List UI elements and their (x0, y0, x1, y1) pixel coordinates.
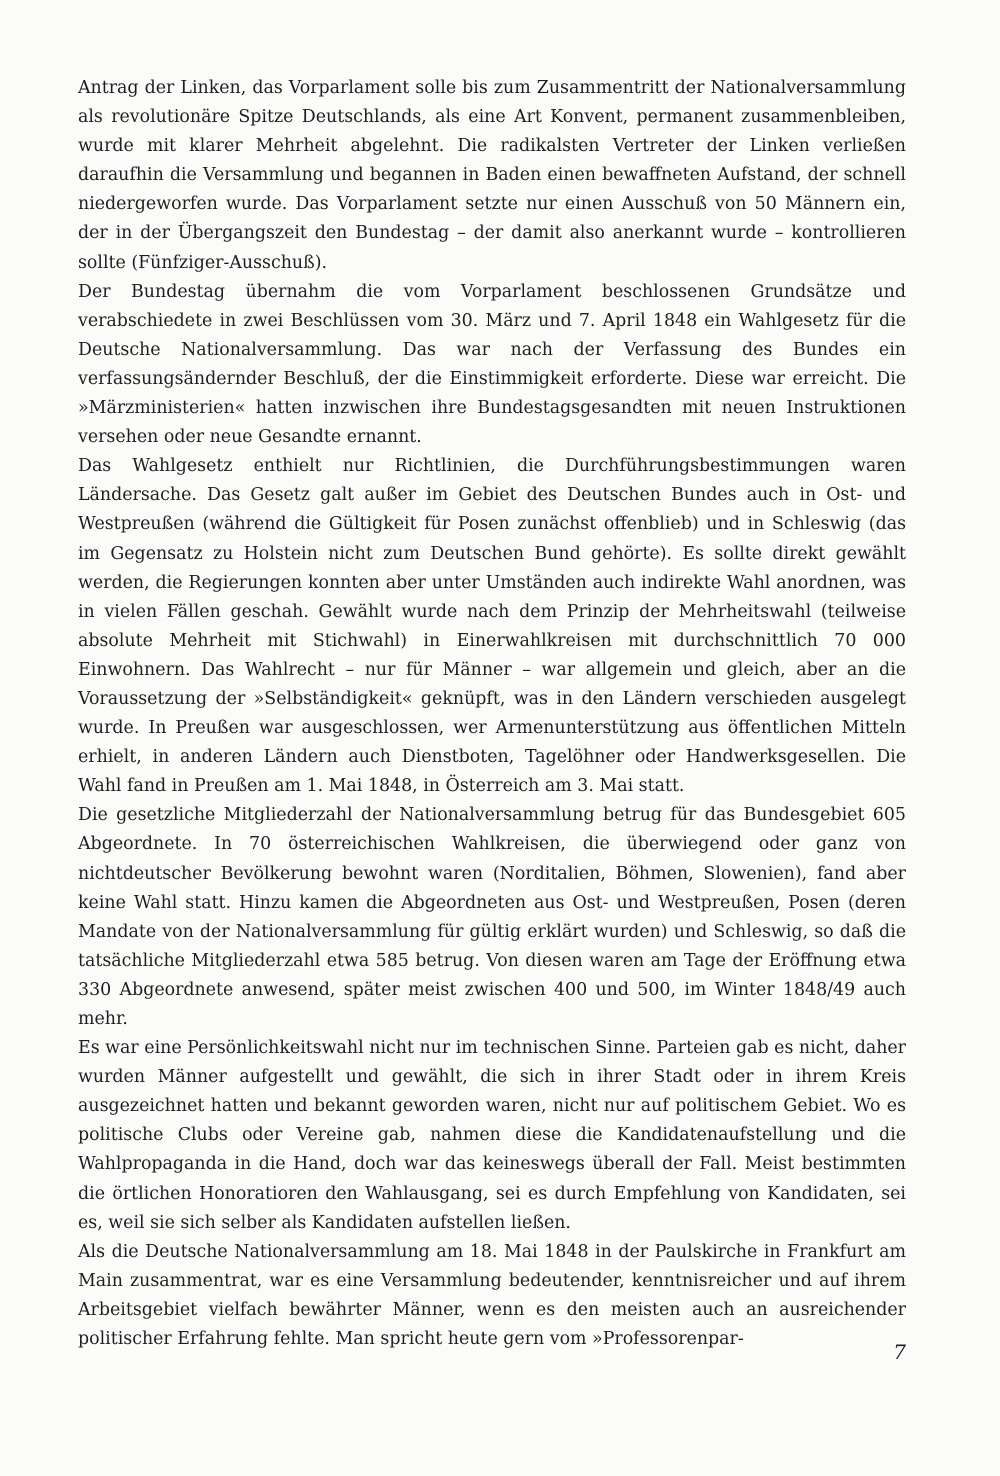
paragraph-wahlgesetz: Das Wahlgesetz enthielt nur Richtlinien, die Durchführungsbestimmungen waren Ländersache. Das Gesetz galt außer im Gebiet des Deutschen Bundes auch in Ost- und Westpreußen (während die Gültigkeit für Posen zunächst offenblieb) und in Schleswig (das im Gegensatz zu Holstein nicht zum Deutschen Bund gehörte). Es sollte direkt gewählt werden, die Regierungen konnten aber unter Umständen auch indirekte Wahl anordnen, was in vielen Fällen geschah. Gewählt wurde nach dem Prinzip der Mehrheitswahl (teilweise absolute Mehrheit mit Stichwahl) in Einerwahlkreisen mit durchschnittlich 70 000 Einwohnern. Das Wahlrecht – nur für Männer – war allgemein und gleich, aber an die Voraussetzung der »Selbständigkeit« geknüpft, was in den Ländern verschieden ausgelegt wurde. In Preußen war ausgeschlossen, wer Armenunterstützung aus öffentlichen Mitteln erhielt, in anderen Ländern auch Dienstboten, Tagelöhner oder Handwerksgesellen. Die Wahl fand in Preußen am 1. Mai 1848, in Österreich am 3. Mai statt. (78, 456, 906, 797)
page-body (78, 74, 906, 1354)
paragraph-persoenlichkeitswahl: Es war eine Persönlichkeitswahl nicht nur im technischen Sinne. Parteien gab es nicht, daher wurden Männer aufgestellt und gewählt, die sich in ihrer Stadt oder in ihrem Kreis ausgezeichnet hatten und bekannt geworden waren, nicht nur auf politischem Gebiet. Wo es politische Clubs oder Vereine gab, nahmen diese die Kandidatenaufstellung und die Wahlpropaganda in die Hand, doch war das keineswegs überall der Fall. Meist bestimmten die örtlichen Honoratioren den Wahlausgang, sei es durch Empfehlung von Kandidaten, sei es, weil sie sich selber als Kandidaten aufstellen ließen. (78, 1038, 906, 1233)
paragraph-bundestag: Der Bundestag übernahm die vom Vorparlament beschlossenen Grundsätze und verabschiedete in zwei Beschlüssen vom 30. März und 7. April 1848 ein Wahlgesetz für die Deutsche Nationalversammlung. Das war nach der Verfassung des Bundes ein verfassungsändernder Beschluß, der die Einstimmigkeit erforderte. Diese war erreicht. Die »Märzministerien« hatten inzwischen ihre Bundestagsgesandten mit neuen Instruktionen versehen oder neue Gesandte ernannt. (78, 281, 906, 448)
page-number: 7 (893, 1340, 906, 1364)
paragraph-paulskirche: Als die Deutsche Nationalversammlung am 18. Mai 1848 in der Paulskirche in Frankfurt am Main zusammentrat, war es eine Versammlung bedeutender, kenntnisreicher und auf ihrem Arbeitsgebiet vielfach bewährter Männer, wenn es den meisten auch an ausreichender politischer Erfahrung fehlte. Man spricht heute gern vom »Professorenpar- (78, 1241, 906, 1350)
paragraph-vorparlament: Antrag der Linken, das Vorparlament solle bis zum Zusammentritt der Nationalversammlung als revolutionäre Spitze Deutschlands, als eine Art Konvent, permanent zusammenbleiben, wurde mit klarer Mehrheit abgelehnt. Die radikalsten Vertreter der Linken verließen daraufhin die Versammlung und begannen in Baden einen bewaffneten Aufstand, der schnell niedergeworfen wurde. Das Vorparlament setzte nur einen Ausschuß von 50 Männern ein, der in der Übergangszeit den Bundestag – der damit also anerkannt wurde – kontrollieren sollte (Fünfziger-Ausschuß). (78, 78, 906, 273)
paragraph-mitgliederzahl: Die gesetzliche Mitgliederzahl der Nationalversammlung betrug für das Bundesgebiet 605 Abgeordnete. In 70 österreichischen Wahlkreisen, die überwiegend oder ganz von nichtdeutscher Bevölkerung bewohnt waren (Norditalien, Böhmen, Slowenien), fand aber keine Wahl statt. Hinzu kamen die Abgeordneten aus Ost- und Westpreußen, Posen (deren Mandate von der Nationalversammlung für gültig erklärt wurden) und Schleswig, so daß die tatsächliche Mitgliederzahl etwa 585 betrug. Von diesen waren am Tage der Eröffnung etwa 330 Abgeordnete anwesend, später meist zwischen 400 und 500, im Winter 1848/49 auch mehr. (78, 805, 906, 1029)
